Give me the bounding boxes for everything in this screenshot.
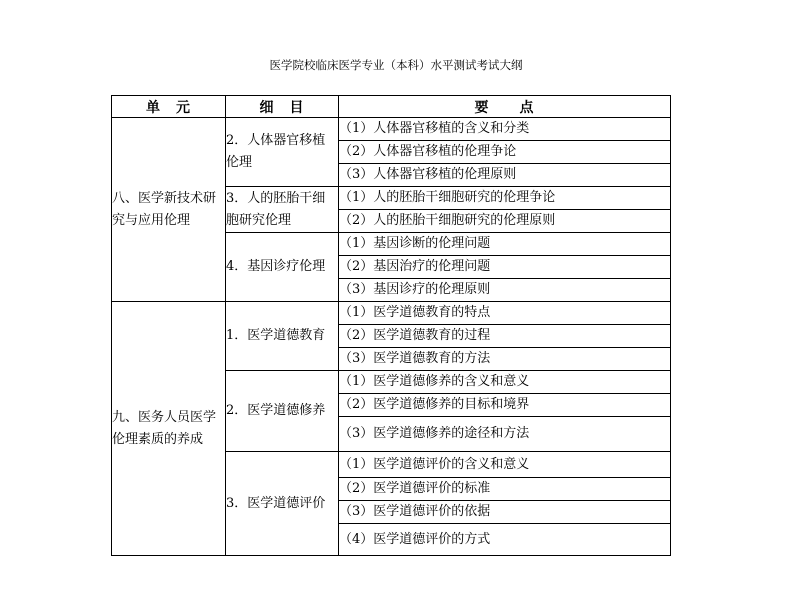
- detail-cell: 4．基因诊疗伦理: [226, 233, 339, 302]
- point-cell: （1）基因诊断的伦理问题: [339, 233, 671, 256]
- point-cell: （2）基因治疗的伦理问题: [339, 256, 671, 279]
- point-cell: （3）人体器官移植的伦理原则: [339, 164, 671, 187]
- point-cell: （2）医学道德评价的标准: [339, 478, 671, 501]
- point-cell: （3）医学道德教育的方法: [339, 348, 671, 371]
- detail-cell: 3．医学道德评价: [226, 452, 339, 556]
- table-row: [112, 302, 671, 325]
- detail-cell: 2．人体器官移植伦理: [226, 118, 339, 187]
- unit-cell: 九、医务人员医学伦理素质的养成: [112, 302, 226, 556]
- point-cell: （3）医学道德修养的途径和方法: [339, 417, 671, 452]
- point-cell: （1）医学道德教育的特点: [339, 302, 671, 325]
- point-cell: （2）人体器官移植的伦理争论: [339, 141, 671, 164]
- header-detail: 细 目: [226, 96, 339, 118]
- unit-cell: 八、医学新技术研究与应用伦理: [112, 118, 226, 302]
- syllabus-table: [111, 95, 671, 556]
- point-cell: （1）人体器官移植的含义和分类: [339, 118, 671, 141]
- detail-cell: 3．人的胚胎干细胞研究伦理: [226, 187, 339, 233]
- document-title: 医学院校临床医学专业（本科）水平测试考试大纲: [269, 58, 523, 72]
- point-cell: （4）医学道德评价的方式: [339, 524, 671, 556]
- header-points: 要 点: [339, 96, 671, 118]
- point-cell: （3）基因诊疗的伦理原则: [339, 279, 671, 302]
- point-cell: （1）医学道德评价的含义和意义: [339, 452, 671, 478]
- point-cell: （1）人的胚胎干细胞研究的伦理争论: [339, 187, 671, 210]
- table-header-row: [112, 96, 671, 118]
- detail-cell: 2．医学道德修养: [226, 371, 339, 452]
- point-cell: （2）人的胚胎干细胞研究的伦理原则: [339, 210, 671, 233]
- detail-cell: 1．医学道德教育: [226, 302, 339, 371]
- point-cell: （2）医学道德教育的过程: [339, 325, 671, 348]
- point-cell: （1）医学道德修养的含义和意义: [339, 371, 671, 394]
- table-row: [112, 118, 671, 141]
- header-unit: 单 元: [112, 96, 226, 118]
- point-cell: （3）医学道德评价的依据: [339, 501, 671, 524]
- point-cell: （2）医学道德修养的目标和境界: [339, 394, 671, 417]
